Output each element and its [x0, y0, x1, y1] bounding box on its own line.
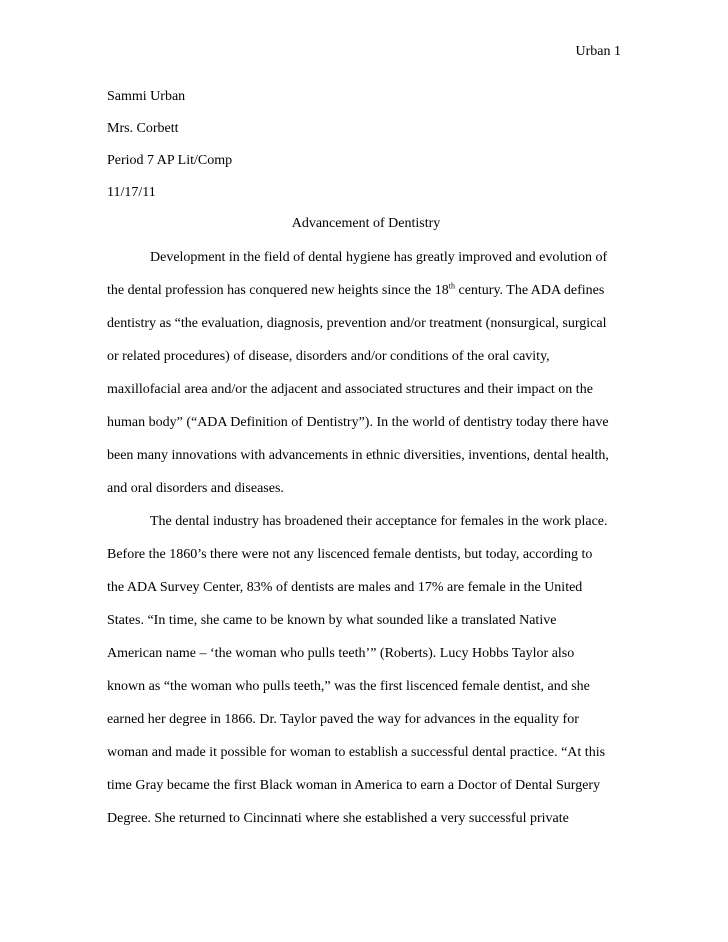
p2-line-3: the ADA Survey Center, 83% of dentists are males and 17% are female in the United — [107, 580, 583, 595]
class-period: Period 7 AP Lit/Comp — [107, 153, 233, 168]
p2-line-1: The dental industry has broadened their acceptance for females in the work place. — [150, 514, 608, 529]
p1-line-1: Development in the field of dental hygiene has greatly improved and evolution of — [150, 250, 608, 265]
p2-line-10: Degree. She returned to Cincinnati where she established a very successful private — [107, 811, 569, 826]
p2-line-9: time Gray became the first Black woman in America to earn a Doctor of Dental Surgery — [107, 778, 601, 793]
p1-line-2-sup: th — [448, 281, 455, 291]
p2-line-4: States. “In time, she came to be known by what sounded like a translated Native — [107, 613, 557, 628]
p2-line-5: American name – ‘the woman who pulls teeth’” (Roberts). Lucy Hobbs Taylor also — [107, 646, 575, 661]
p1-line-2-a: the dental profession has conquered new heights since the 18 — [107, 283, 449, 298]
p1-line-2 — [107, 283, 604, 299]
essay-title-text: Advancement of Dentistry — [291, 216, 441, 231]
p1-line-8: and oral disorders and diseases. — [107, 481, 284, 496]
p1-line-7: been many innovations with advancements in ethnic diversities, inventions, dental health, — [107, 448, 609, 463]
p1-line-6: human body” (“ADA Definition of Dentistry”). In the world of dentistry today there have — [107, 415, 609, 430]
teacher-name: Mrs. Corbett — [107, 121, 179, 136]
p2-line-8: woman and made it possible for woman to establish a successful dental practice. “At this — [107, 745, 606, 760]
p1-line-5: maxillofacial area and/or the adjacent and associated structures and their impact on the — [107, 382, 593, 397]
p2-line-2: Before the 1860’s there were not any liscenced female dentists, but today, according to — [107, 547, 593, 562]
essay-date: 11/17/11 — [107, 185, 156, 200]
p1-line-4: or related procedures) of disease, disorders and/or conditions of the oral cavity, — [107, 349, 550, 364]
author-name: Sammi Urban — [107, 89, 186, 104]
p2-line-7: earned her degree in 1866. Dr. Taylor paved the way for advances in the equality for — [107, 712, 579, 727]
p1-line-2-b: century. The ADA defines — [454, 283, 605, 298]
essay-title — [0, 216, 728, 232]
p1-line-3: dentistry as “the evaluation, diagnosis, prevention and/or treatment (nonsurgical, surgical — [107, 316, 607, 331]
p2-line-6: known as “the woman who pulls teeth,” was the first liscenced female dentist, and she — [107, 679, 590, 694]
page-header-label: Urban 1 — [575, 44, 621, 59]
